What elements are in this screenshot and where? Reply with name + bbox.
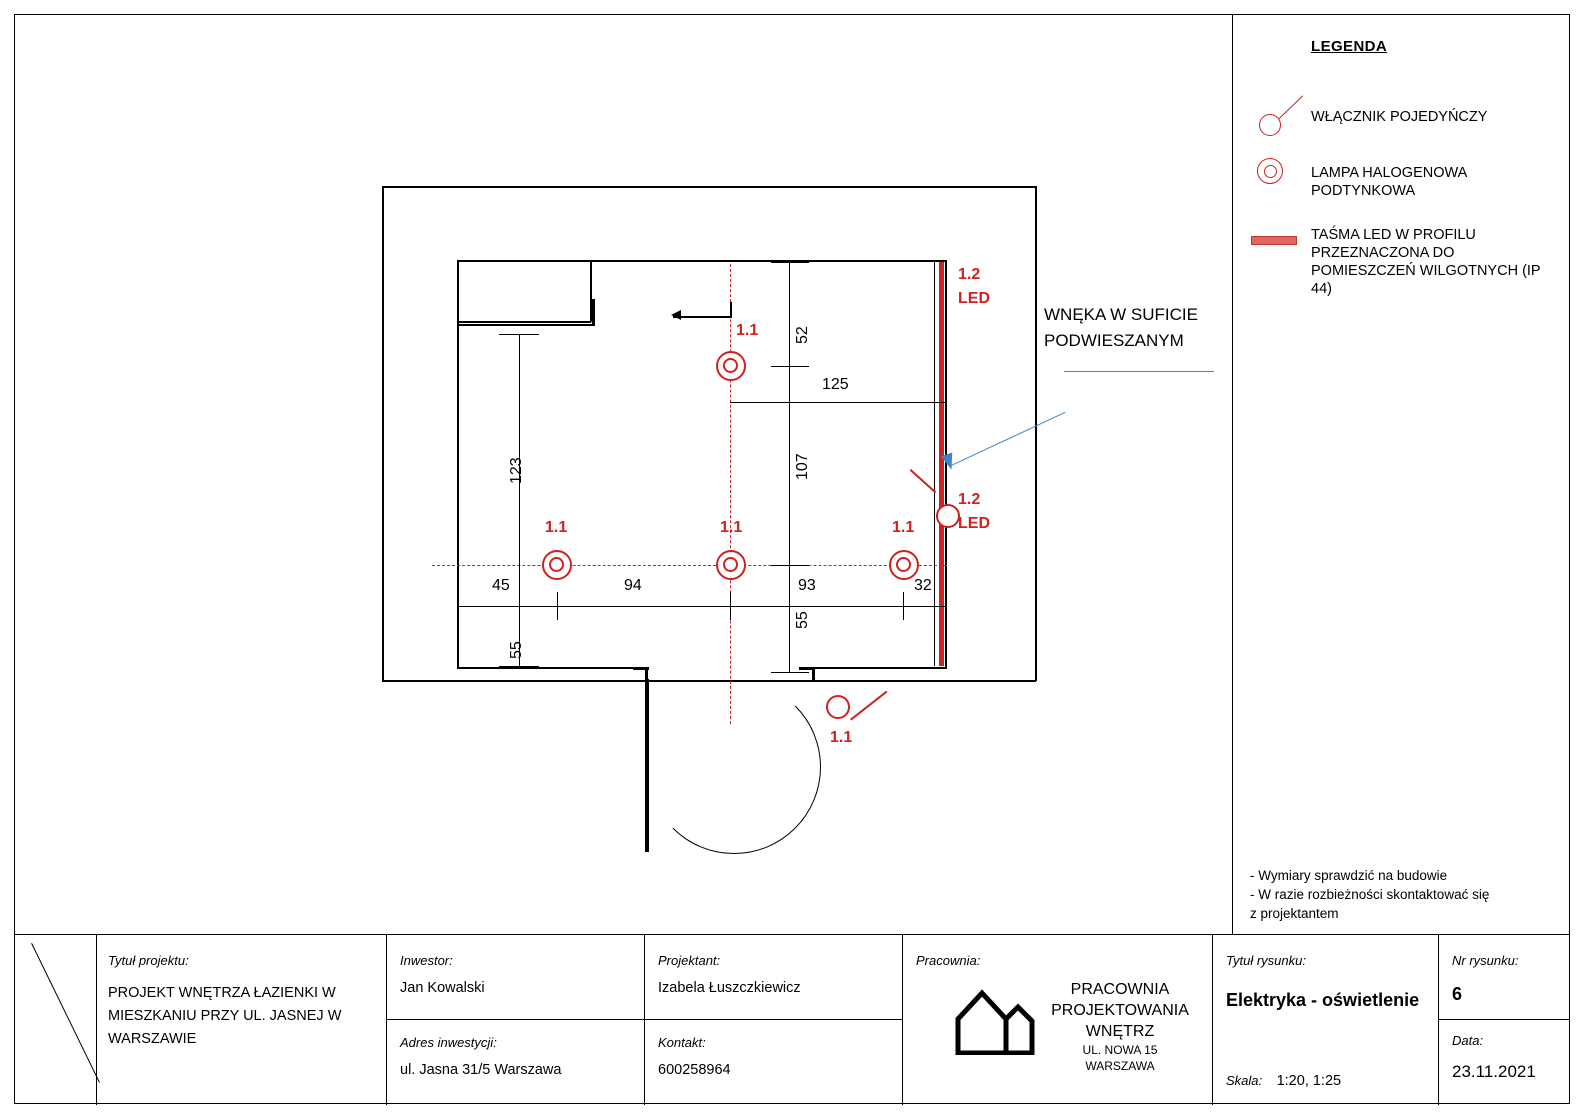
tb-date-value: 23.11.2021 [1452, 1062, 1536, 1081]
arrow-head-icon [671, 310, 681, 320]
tb-studio-label: Pracownia: [916, 953, 981, 968]
tb-date-cell [1452, 1033, 1570, 1082]
tb-number-label: Nr rysunku: [1452, 953, 1519, 968]
halogen-lamp-top-inner-icon [723, 358, 738, 373]
tag-led-mid-text: LED [958, 515, 990, 532]
tb-project-cell [108, 953, 376, 1051]
callout-leader-line [949, 412, 1065, 467]
floor-plan-drawing [14, 14, 1232, 934]
tb-sep-2 [386, 935, 387, 1105]
dim-line-v-left [519, 334, 520, 666]
cabinet-outline-top [457, 260, 591, 262]
halogen-lamp-left-inner-icon [549, 557, 564, 572]
dim-tick-9 [730, 592, 731, 620]
door-leaf [645, 679, 649, 852]
dim-tick-11 [945, 592, 946, 620]
tb-studio-line2: PROJEKTOWANIA [1051, 1002, 1189, 1019]
dim-52: 52 [794, 326, 811, 344]
tb-project-value: PROJEKT WNĘTRZA ŁAZIENKI W MIESZKANIU PRZY UL. JASNEJ W WARSZAWIE [108, 985, 342, 1047]
tb-designer-value: Izabela Łuszczkiewicz [658, 980, 801, 996]
legend-led-label: TAŚMA LED W PROFILU PRZEZNACZONA DO POMIESZCZEŃ WILGOTNYCH (IP 44) [1311, 227, 1541, 297]
tag-led-mid-number: 1.2 [958, 491, 981, 508]
dim-tick-8 [557, 592, 558, 620]
dim-32: 32 [914, 577, 932, 594]
halogen-lamp-center-inner-icon [723, 557, 738, 572]
dim-line-v-right [789, 262, 790, 672]
tag-led-top-text: LED [958, 290, 990, 307]
dim-tick-5 [771, 565, 809, 566]
callout-text: WNĘKA W SUFICIE PODWIESZANYM [1044, 305, 1198, 350]
arrow-shaft [673, 316, 731, 318]
switch-door-icon[interactable] [826, 695, 850, 719]
dim-125: 125 [822, 376, 849, 393]
dim-107: 107 [794, 453, 811, 480]
tb-diagonal-line [31, 943, 100, 1083]
studio-logo-icon [952, 983, 1038, 1055]
dim-tick-6 [771, 672, 809, 673]
arrow-riser [730, 302, 732, 318]
dim-tick-7 [457, 592, 458, 620]
legend-switch-icon [1259, 96, 1319, 140]
note-line-3: z projektantem [1250, 906, 1339, 921]
dim-123: 123 [508, 457, 525, 484]
tag-lamp-left: 1.1 [545, 519, 568, 536]
cabinet-outline-bottom [457, 321, 591, 323]
note-line-2: - W razie rozbieżności skontaktować się [1250, 887, 1490, 902]
tb-studio-line5: WARSZAWA [1085, 1059, 1155, 1073]
dim-45: 45 [492, 577, 510, 594]
dim-line-h-top [730, 402, 946, 403]
legend-title: LEGENDA [1311, 38, 1388, 55]
tb-address-label: Adres inwestycji: [400, 1035, 497, 1050]
dim-tick-4 [771, 366, 809, 367]
dim-tick-10 [903, 592, 904, 620]
tb-investor-label: Inwestor: [400, 953, 453, 968]
dim-tick-3 [771, 262, 809, 263]
tb-studio-line4: UL. NOWA 15 [1082, 1043, 1158, 1057]
tag-lamp-top: 1.1 [736, 322, 759, 339]
legend-halogen-icon [1257, 158, 1289, 190]
cabinet-edge-strip [457, 324, 595, 326]
tag-switch-door: 1.1 [830, 729, 853, 746]
tb-sep-h-right [1438, 1019, 1570, 1020]
tb-contact-cell [658, 1035, 894, 1078]
halogen-lamp-right-inner-icon [896, 557, 911, 572]
tb-contact-label: Kontakt: [658, 1035, 706, 1050]
title-block [14, 934, 1570, 1104]
legend-panel [1232, 14, 1570, 934]
inner-wall-bottom-left [457, 667, 633, 669]
dim-94: 94 [624, 577, 642, 594]
tag-lamp-center: 1.1 [720, 519, 743, 536]
tb-drawing-title-cell [1226, 953, 1430, 1011]
tb-sep-3 [644, 935, 645, 1105]
legend-halogen-label: LAMPA HALOGENOWA PODTYNKOWA [1311, 165, 1467, 199]
tb-number-cell [1452, 953, 1570, 1005]
tb-investor-cell [400, 953, 636, 996]
tb-designer-label: Projektant: [658, 953, 721, 968]
tb-sep-4 [902, 935, 903, 1105]
dim-55-left: 55 [508, 641, 525, 659]
tb-studio-line3: WNĘTRZ [1085, 1023, 1155, 1040]
tb-studio-name [1034, 979, 1206, 1074]
tag-lamp-right: 1.1 [892, 519, 915, 536]
tb-studio-line1: PRACOWNIA [1070, 981, 1170, 998]
tb-scale-label: Skala: [1226, 1073, 1263, 1088]
door-jamb-left-v [645, 667, 648, 681]
tb-drawing-title-label: Tytuł rysunku: [1226, 953, 1306, 968]
tb-designer-cell [658, 953, 894, 996]
legend-switch-label: WŁĄCZNIK POJEDYŃCZY [1311, 109, 1488, 125]
inner-wall-bottom-right [799, 667, 947, 669]
tb-scale-cell [1226, 1072, 1430, 1090]
tb-sep-5 [1212, 935, 1213, 1105]
switch-wall-icon[interactable] [936, 504, 960, 528]
tb-drawing-title-value: Elektryka - oświetlenie [1226, 990, 1420, 1010]
switch-wall-lead [910, 469, 937, 493]
callout-leader-horizontal [1064, 371, 1214, 372]
outer-wall-left [382, 186, 384, 681]
door-jamb-right-v [812, 667, 815, 681]
outer-wall-bottom [382, 680, 1036, 682]
dim-55-right: 55 [794, 611, 811, 629]
tb-date-label: Data: [1452, 1033, 1484, 1048]
outer-wall-top [382, 186, 1036, 188]
dim-tick-1 [499, 334, 539, 335]
tb-contact-value: 600258964 [658, 1062, 731, 1078]
tb-address-cell [400, 1035, 636, 1078]
tb-project-label: Tytuł projektu: [108, 953, 189, 968]
dim-line-h-bottom [457, 606, 947, 607]
dim-93: 93 [798, 577, 816, 594]
cabinet-edge-strip2 [592, 299, 595, 325]
axis-horizontal [432, 565, 947, 566]
tb-sep-h-mid [386, 1019, 902, 1020]
door-swing-arc [647, 680, 821, 854]
tb-sep-6 [1438, 935, 1439, 1105]
tb-address-value: ul. Jasna 31/5 Warszawa [400, 1062, 562, 1078]
tb-number-value: 6 [1452, 984, 1463, 1004]
note-line-1: - Wymiary sprawdzić na budowie [1250, 868, 1448, 883]
legend-led-icon [1251, 236, 1297, 245]
axis-vertical [730, 264, 731, 724]
tb-investor-value: Jan Kowalski [400, 980, 485, 996]
outer-wall-right [1035, 186, 1037, 681]
general-notes [1250, 866, 1560, 923]
switch-door-lead [850, 691, 887, 721]
tag-led-top-number: 1.2 [958, 266, 981, 283]
tb-scale-value: 1:20, 1:25 [1276, 1073, 1342, 1089]
tb-studio-cell [916, 953, 1206, 968]
